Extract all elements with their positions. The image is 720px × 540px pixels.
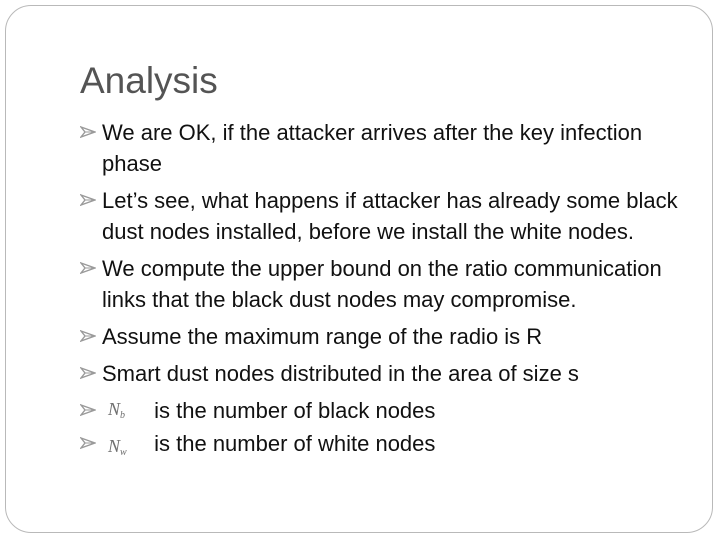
black-node-description: is the number of black nodes: [154, 398, 436, 423]
bullet-list: [80, 117, 680, 461]
bullet-item-4: [80, 321, 680, 352]
bullet-item-1: [80, 117, 680, 179]
bullet-text-1: We are OK, if the attacker arrives after the key infection phase: [102, 120, 643, 176]
open-diamond-bullet-icon: [80, 437, 96, 449]
bullet-item-7: [80, 428, 680, 459]
bullet-text-3: We compute the upper bound on the ratio communication links that the black dust nodes may compromise.: [102, 256, 662, 312]
white-nodes-symbol-subscript: w: [120, 447, 127, 458]
bullet-item-3: [80, 253, 680, 315]
white-node-description: is the number of white nodes: [154, 431, 436, 456]
white-nodes-symbol: [108, 437, 127, 462]
open-diamond-bullet-icon: [80, 262, 96, 274]
open-diamond-bullet-icon: [80, 330, 96, 342]
bullet-item-6: [80, 395, 680, 426]
bullet-text-2: Let’s see, what happens if attacker has already some black dust nodes installed, before we install the white nodes.: [102, 188, 678, 244]
white-nodes-symbol-letter: N: [108, 436, 121, 456]
open-diamond-bullet-icon: [80, 194, 96, 206]
bullet-text-5: Smart dust nodes distributed in the area of size s: [102, 361, 579, 386]
black-nodes-symbol-letter: N: [108, 399, 121, 419]
black-nodes-symbol: [108, 400, 125, 425]
bullet-item-2: [80, 185, 680, 247]
open-diamond-bullet-icon: [80, 126, 96, 138]
bullet-item-5: [80, 358, 680, 389]
bullet-text-4: Assume the maximum range of the radio is R: [102, 324, 543, 349]
slide-title: Analysis: [80, 60, 218, 101]
open-diamond-bullet-icon: [80, 404, 96, 416]
bullet-text-7: [80, 428, 680, 459]
bullet-text-6: [80, 395, 680, 426]
open-diamond-bullet-icon: [80, 367, 96, 379]
black-nodes-symbol-subscript: b: [120, 410, 126, 421]
